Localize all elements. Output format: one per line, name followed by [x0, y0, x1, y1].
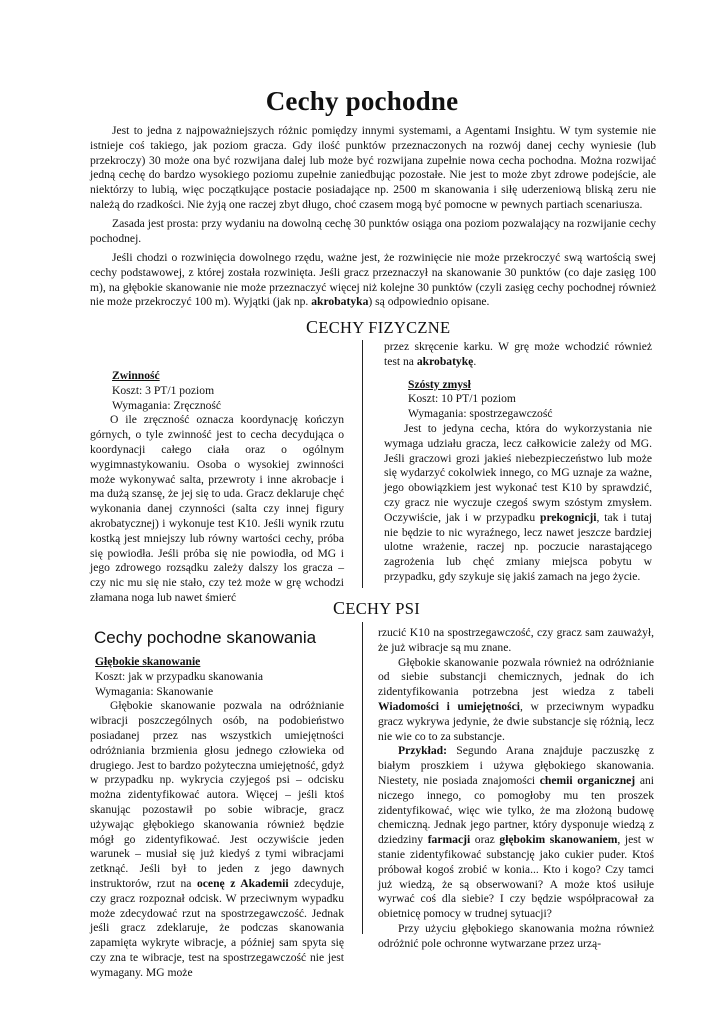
column-divider-top: [362, 340, 363, 588]
szosty-zmysl-cost: Koszt: 10 PT/1 poziom: [408, 392, 516, 406]
skanowanie-heading: Cechy pochodne skanowania: [94, 628, 317, 647]
skan-bold: ocenę z Akademii: [196, 876, 289, 890]
zwinnosc-requirements: Wymagania: Zręczność: [112, 398, 222, 412]
intro-p3-text-a: Jeśli chodzi o rozwinięcia dowolnego rzędu, ważne jest, że rozwinięcie nie może przekroczyć swą wartością swej cechy podstawowej, z której została rozwinięta. Jeśli gracz przeznaczył na skanowanie 30 punktów (co daje zasięg 100 m), na głębokie skanowanie nie może przeznaczyć więcej niż kolejne 30 punktów (czyli zasięg cechy pochodnej również nie może przekroczyć 100 m). Wyjątki (jak np.: [90, 251, 656, 309]
intro-p2-text: Zasada jest prosta: przy wydaniu na dowolną cechę 30 punktów osiąga ona poziom pozwalający na rozwijanie cechy pochodnej.: [90, 217, 656, 245]
glebokie-skanowanie-requirements: Wymagania: Skanowanie: [95, 684, 214, 698]
page-title: Cechy pochodne: [265, 86, 459, 116]
akrobatyka-cont-text: przez skręcenie karku. W grę może wchodzić również test na: [384, 340, 652, 368]
akrobatyka-cont-end: .: [473, 354, 477, 368]
zwinnosc-title: Zwinność: [112, 369, 160, 382]
chem-text-a: Głębokie skanowanie pozwala również na odróżnianie od siebie substancji chemicznych, jednak do ich zidentyfikowania potrzebna jest wiedza z tabeli: [378, 655, 654, 699]
intro-p1-text: Jest to jedna z najpoważniejszych różnic pomiędzy innymi systemami, a Agentami Insightu. W tym systemie nie istnieje coś takiego, jak poziom gracza. Gdy ilość punktów przeznaczonych na rozwój danej cechy wyniesie (lub przekroczy) 30 może ona być rozwijana dalej lub może być rozwijana zupełnie nowa cecha pochodna. Można rozwijać jedną cechę do bardzo wysokiego poziomu zupełnie zaniedbując pozostałe. Nie jest to może zbyt zdrowe podejście, ale niektórzy to lubią, więc początkujące postacie posiadające np. 2500 m skanowania i siłę uderzeniową bliską zeru nie należą do rzadkości. Nie żyją one raczej zbyt długo, choć czasem mogą być pomocne w pewnych partiach scenariusza.: [90, 124, 656, 211]
szosty-text-a: Jest to jedyna cecha, która do wykorzystania nie wymaga udziału gracza, lecz całkowicie zależy od MG. Jeśli graczowi grozi jakieś niebezpieczeństwo lub może się wydarzyć cokolwiek innego, co MG uznaje za ważne, jego obowiązkiem jest wykonać test K10 by sprawdzić, czy gracz nie wyczuje czegoś swym szóstym zmysłem. Oczywiście, jak i w przypadku: [384, 421, 652, 524]
akrobatyka-bold: akrobatykę: [416, 354, 474, 368]
right-column-top: [384, 340, 652, 585]
chem-bold: Wiadomości i umiejętności: [378, 699, 520, 713]
example-paragraph: [378, 744, 654, 922]
section-physical-heading: [306, 317, 450, 338]
intro-paragraph-2: [90, 217, 656, 247]
skan-text-a: Głębokie skanowanie pozwala na odróżnianie wibracji poszczególnych osób, na podobieństwo posiadanej przez nas wszystkich umiejętności odróżniania brzmienia głosu jednego człowieka od drugiego. Jest to bardzo pożyteczna umiejętność, gdyż w przypadku np. wykrycia czyjegoś psi – odcisku można zidentyfikować autora. Więcej – jeśli ktoś skanując pozostawił po sobie wibracje, gracz używając głębokiego skanowania również będzie mógł go zidentyfikować. Jest oczywiście jeden warunek – musiał się już kiedyś z tymi wibracjami zetknąć. Jeśli był to jeden z jego dawnych instruktorów, rzut na: [90, 699, 344, 890]
example-text-c: oraz: [470, 833, 500, 847]
szosty-zmysl-title: Szósty zmysł: [408, 377, 471, 391]
right-column-bottom: [378, 626, 654, 952]
example-bold-2: farmacji: [427, 833, 471, 847]
szosty-zmysl-requirements: Wymagania: spostrzegawczość: [408, 407, 553, 421]
example-text-d: , jest w stanie zidentyfikować substancję jako cukier puder. Ktoś próbował kogoś zrobić w konia... Kto i kogo? Czy tamci już wiedzą, że są obserwowani? A może ktoś usiłuje wyrwać coś dla siebie? I czy będzie współpracował za obietnicę pomocy w trudnej sytuacji?: [378, 833, 655, 921]
skan-continuation: rzucić K10 na spostrzegawczość, czy gracz sam zauważył, że już wibracje są mu znane.: [378, 626, 654, 654]
column-divider-bottom: [362, 622, 363, 934]
glebokie-skanowanie-block: [90, 655, 344, 981]
example-label: Przykład:: [398, 744, 447, 758]
example-text-a: Segundo Arana znajduje paczuszkę z białym proszkiem i używa głębokiego skanowania. Niestety, nie posiada znajomości: [378, 744, 654, 787]
akrobatyka-continuation: [384, 340, 652, 370]
section-psi-initial: C: [333, 598, 346, 618]
glebokie-skanowanie-title: Głębokie skanowanie: [95, 655, 201, 668]
szosty-text-b: , tak i tutaj nie będzie to nic wyraźnego, lecz nawet jeszcze bardziej ulotne wrażenie, raczej np. poczucie narastającego zagrożenia lub chęć zmiany miejsca pobytu w przypadku, gdy szykuje się jakiś zamach na jego życie.: [384, 510, 652, 583]
zwinnosc-cost: Koszt: 3 PT/1 poziom: [112, 383, 215, 397]
chem-text-b: , w przeciwnym wypadku gracz wykrywa jedynie, że dwie substancje się różnią, lecz nie wie co to za substancje.: [378, 699, 654, 743]
intro-paragraph-3: [90, 251, 656, 310]
example-bold-1: chemii organicznej: [539, 773, 636, 787]
skan-text-b: zdecyduje, czy gracz rozpoznał odcisk. W przeciwnym wypadku może zdecydować rzut na spostrzegawczość. Jednak jeśli gracz zdeklaruje, że podczas skanowania zapamięta wykryte wibracje, a później sam spyta się czy zna te wibracje, test na spostrzegawczość nie jest wymagany. MG może: [90, 876, 344, 979]
section-psi-rest: ECHY PSI: [345, 599, 420, 618]
intro-p3-text-b: ) są odpowiednio opisane.: [368, 295, 490, 309]
glebokie-skanowanie-text: [90, 699, 344, 980]
example-text-b: ani niczego innego, co pomogłoby mu ten proszek zidentyfikować, więc wie tylko, że ma złożoną budowę chemiczną. Jednak jego partner, który dysponuje wiedzą z dziedziny: [378, 773, 654, 847]
shield-paragraph: Przy użyciu głębokiego skanowania można również odróżnić pole ochronne wytwarzane przez urzą-: [378, 921, 654, 950]
section-physical-initial: C: [306, 317, 319, 337]
glebokie-skanowanie-cost: Koszt: jak w przypadku skanowania: [95, 669, 264, 683]
chemicals-paragraph: [378, 656, 654, 745]
szosty-bold: prekognicji: [540, 510, 597, 524]
section-physical-rest: ECHY FIZYCZNE: [318, 318, 451, 337]
intro-p3-bold: akrobatyka: [311, 295, 369, 309]
zwinnosc-block: [90, 369, 344, 606]
example-bold-3: głębokim skanowaniem: [499, 833, 618, 847]
intro-paragraph-1: [90, 124, 656, 213]
szosty-zmysl-text: [384, 422, 652, 585]
zwinnosc-text: O ile zręczność oznacza koordynację kończyn górnych, o tyle zwinność jest to cecha decydująca o koordynacji całego ciała oraz o ogólnym wygimnastykowaniu. Osoba o wysokiej zwinności może wykonywać salta, przewroty i inne akrobacje i ma dużą szansę, że jej się to uda. Gracz deklaruje chęć wykonania danej czynności (salta czy innej figury akrobatycznej) i wykonuje test K10. Jeśli wynik rzutu kostką jest mniejszy lub równy wartości cechy, próba się powiodła. Jeśli próba się nie powiodła, od MG i jego zdrowego rozsądku zależy dalszy los gracza – czy nic mu się nie stało, czy też może w grę wchodzi złamana noga lub nawet śmierć: [90, 413, 344, 604]
section-psi-heading: [333, 598, 420, 619]
